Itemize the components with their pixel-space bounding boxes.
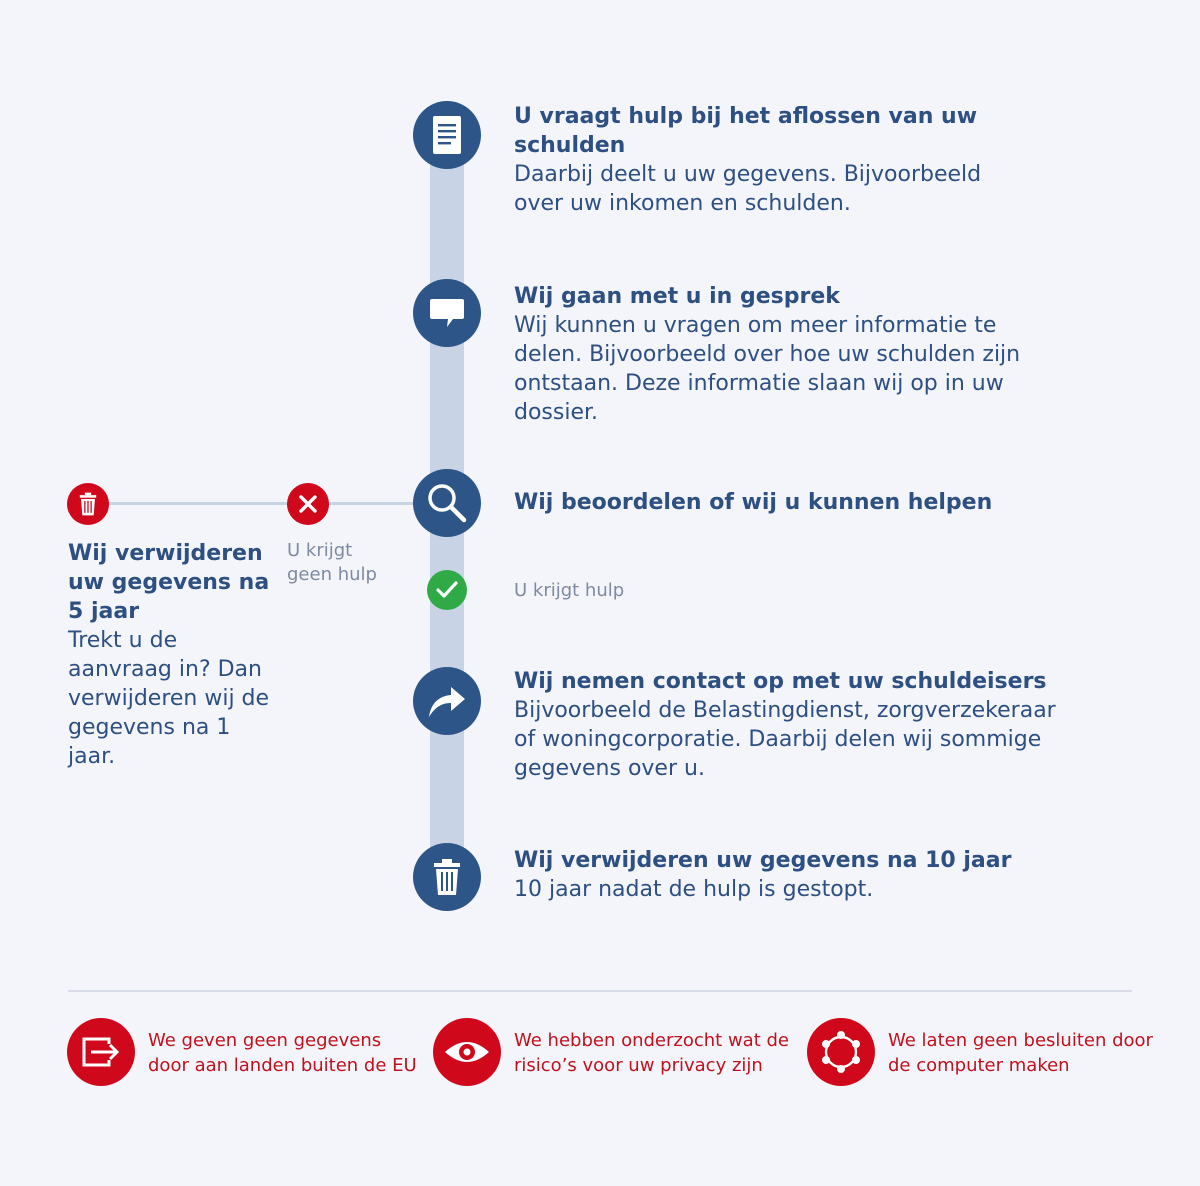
step-title: Wij beoordelen of wij u kunnen helpen — [514, 490, 993, 515]
search-icon — [425, 481, 469, 525]
step-title: Wij verwijderen uw gegevens na 5 jaar — [68, 541, 270, 624]
document-icon — [432, 115, 462, 155]
yes-branch-circle — [427, 570, 467, 610]
exit-arrow-icon — [81, 1037, 121, 1067]
step-4 — [514, 667, 1074, 783]
step-1 — [514, 102, 1034, 218]
step-trash-circle — [413, 843, 481, 911]
eye-icon — [443, 1038, 491, 1066]
trash-icon — [78, 492, 98, 516]
step-title: U vraagt hulp bij het aflossen van uw schulden — [514, 104, 978, 158]
step-2 — [514, 282, 1034, 427]
step-3 — [514, 488, 1034, 517]
step-text: Daarbij deelt u uw gegevens. Bijvoorbeeld over uw inkomen en schulden. — [514, 162, 982, 216]
no-branch-line — [100, 502, 430, 505]
footer-exit-circle — [67, 1018, 135, 1086]
step-text: 10 jaar nadat de hulp is gestopt. — [514, 877, 874, 902]
step-5 — [514, 846, 1074, 904]
network-icon — [819, 1030, 863, 1074]
share-arrow-icon — [427, 683, 467, 719]
no-branch-circle — [287, 483, 329, 525]
no-branch-end — [68, 539, 273, 771]
footer-separator — [68, 990, 1132, 992]
no-branch-end-circle — [67, 483, 109, 525]
footer-text: We hebben onderzocht wat de risico’s voor uw privacy zijn — [514, 1030, 789, 1076]
trash-icon — [432, 858, 462, 896]
step-title: Wij gaan met u in gesprek — [514, 284, 840, 309]
step-text: Trekt u de aanvraag in? Dan verwijderen wij de gegevens na 1 jaar. — [68, 628, 270, 769]
footer-text: We geven geen gegevens door aan landen buiten de EU — [148, 1030, 417, 1076]
cross-icon — [298, 494, 318, 514]
step-text: Bijvoorbeeld de Belastingdienst, zorgverzekeraar of woningcorporatie. Daarbij delen wij sommige gegevens over u. — [514, 698, 1056, 781]
no-branch-label: U krijgt geen hulp — [287, 540, 377, 585]
step-share-circle — [413, 667, 481, 735]
step-text: Wij kunnen u vragen om meer informatie te delen. Bijvoorbeeld over hoe uw schulden zijn ontstaan. Deze informatie slaan wij op in uw dossier. — [514, 313, 1021, 425]
footer-network-circle — [807, 1018, 875, 1086]
chat-icon — [429, 297, 465, 329]
step-title: Wij nemen contact op met uw schuldeisers — [514, 669, 1047, 694]
footer-eye-circle — [433, 1018, 501, 1086]
step-title: Wij verwijderen uw gegevens na 10 jaar — [514, 848, 1012, 873]
step-document-circle — [413, 101, 481, 169]
step-search-circle — [413, 469, 481, 537]
yes-branch-label: U krijgt hulp — [514, 580, 625, 601]
check-icon — [436, 581, 458, 599]
step-chat-circle — [413, 279, 481, 347]
footer-text: We laten geen besluiten door de computer maken — [888, 1030, 1153, 1076]
